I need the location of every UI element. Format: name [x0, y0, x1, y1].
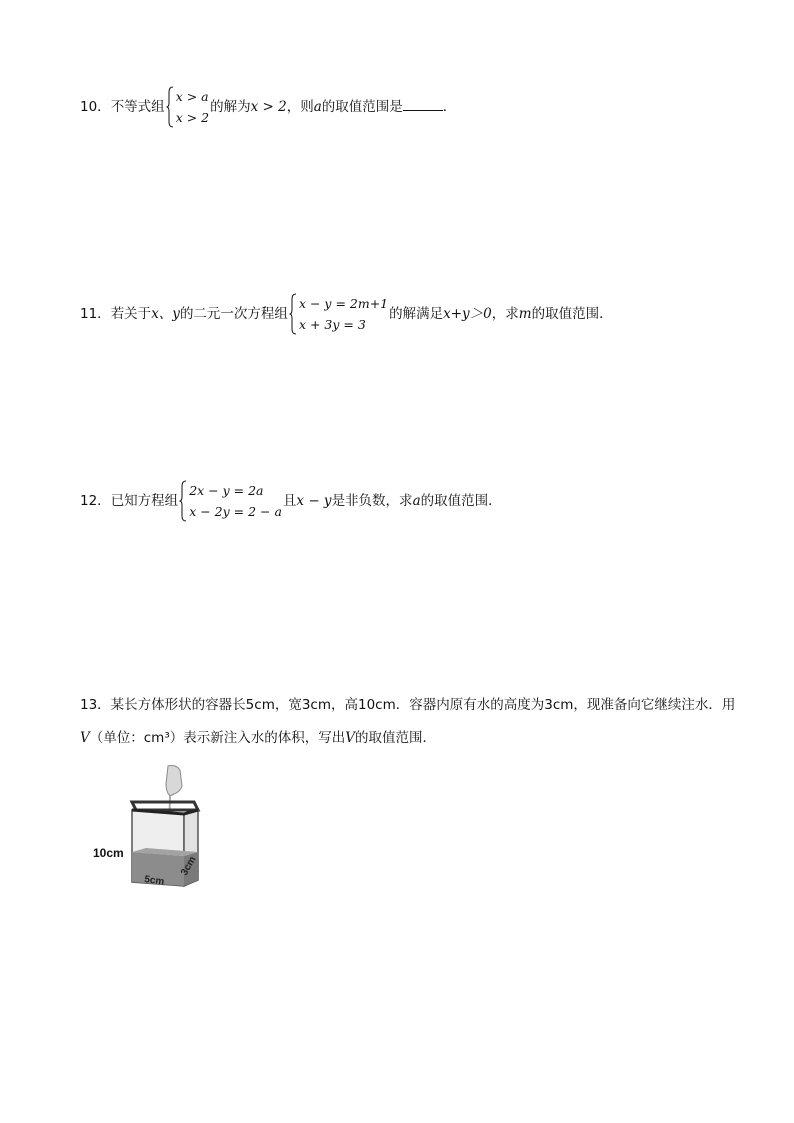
length-label: 5cm — [143, 874, 165, 888]
brace-icon — [289, 293, 297, 335]
q13-text: 13．某长方体形状的容器长5cm，宽3cm，高10cm．容器内原有水的高度为3cm，现准备向它继续注水．用 — [80, 697, 736, 713]
container-figure — [90, 762, 210, 894]
q12-number: 12． — [80, 493, 111, 509]
q12-text: 且 — [282, 493, 297, 509]
q12-sys-row-1: 2x − y = 2a — [189, 483, 264, 498]
q11-text: ，求 — [491, 306, 519, 322]
q10-sys-row-2: x > 2 — [175, 110, 210, 125]
q10-text: ，则 — [286, 99, 314, 115]
q11-sys-row-2: x + 3y = 3 — [298, 317, 366, 332]
q10-end: ． — [442, 99, 457, 115]
q13-variable: V — [345, 730, 355, 746]
brace-icon — [179, 480, 187, 522]
q10-variable: a — [313, 99, 322, 115]
question-13-line-1 — [80, 695, 735, 715]
q12-variable: a — [412, 493, 421, 509]
q10-text: 的解为 — [210, 99, 251, 115]
q12-equation-system — [179, 480, 282, 522]
q12-text: 是非负数，求 — [331, 493, 413, 509]
q11-condition: x+y＞0 — [443, 306, 492, 322]
q13-variable: V — [80, 730, 90, 746]
bottle-icon — [166, 766, 182, 797]
q11-variable: m — [518, 306, 532, 322]
q11-equation-system — [289, 293, 388, 335]
q11-vars: x、y — [151, 306, 180, 322]
q13-text: （单位：cm³）表示新注入水的体积，写出 — [89, 730, 346, 746]
height-label: 10cm — [93, 846, 124, 860]
q12-text: 已知方程组 — [110, 493, 179, 509]
width-label: 3cm — [179, 854, 199, 878]
q11-text: 的解满足 — [389, 306, 444, 322]
question-12 — [80, 480, 502, 522]
q10-answer-blank[interactable] — [403, 96, 443, 111]
q11-text: 的取值范围． — [531, 306, 613, 322]
q10-number: 10． — [80, 99, 111, 115]
brace-icon — [166, 86, 174, 128]
q10-inequality-system — [166, 86, 209, 128]
question-13-line-2 — [80, 728, 436, 748]
q12-expression: x − y — [296, 493, 332, 509]
q10-sys-row-1: x > a — [175, 89, 209, 104]
q12-sys-row-2: x − 2y = 2 − a — [189, 504, 282, 519]
question-11 — [80, 293, 613, 335]
q10-text: 的取值范围是 — [321, 99, 403, 115]
container-top-rim — [132, 802, 198, 810]
q13-text: 的取值范围． — [354, 730, 436, 746]
q11-text: 的二元一次方程组 — [179, 306, 288, 322]
q11-text: 若关于 — [110, 306, 152, 322]
q11-sys-row-1: x − y = 2m+1 — [298, 296, 389, 311]
q11-number: 11． — [80, 306, 111, 322]
q10-condition: x > 2 — [250, 99, 287, 115]
q12-text: 的取值范围． — [420, 493, 502, 509]
question-10 — [80, 86, 456, 128]
q10-text: 不等式组 — [110, 99, 165, 115]
